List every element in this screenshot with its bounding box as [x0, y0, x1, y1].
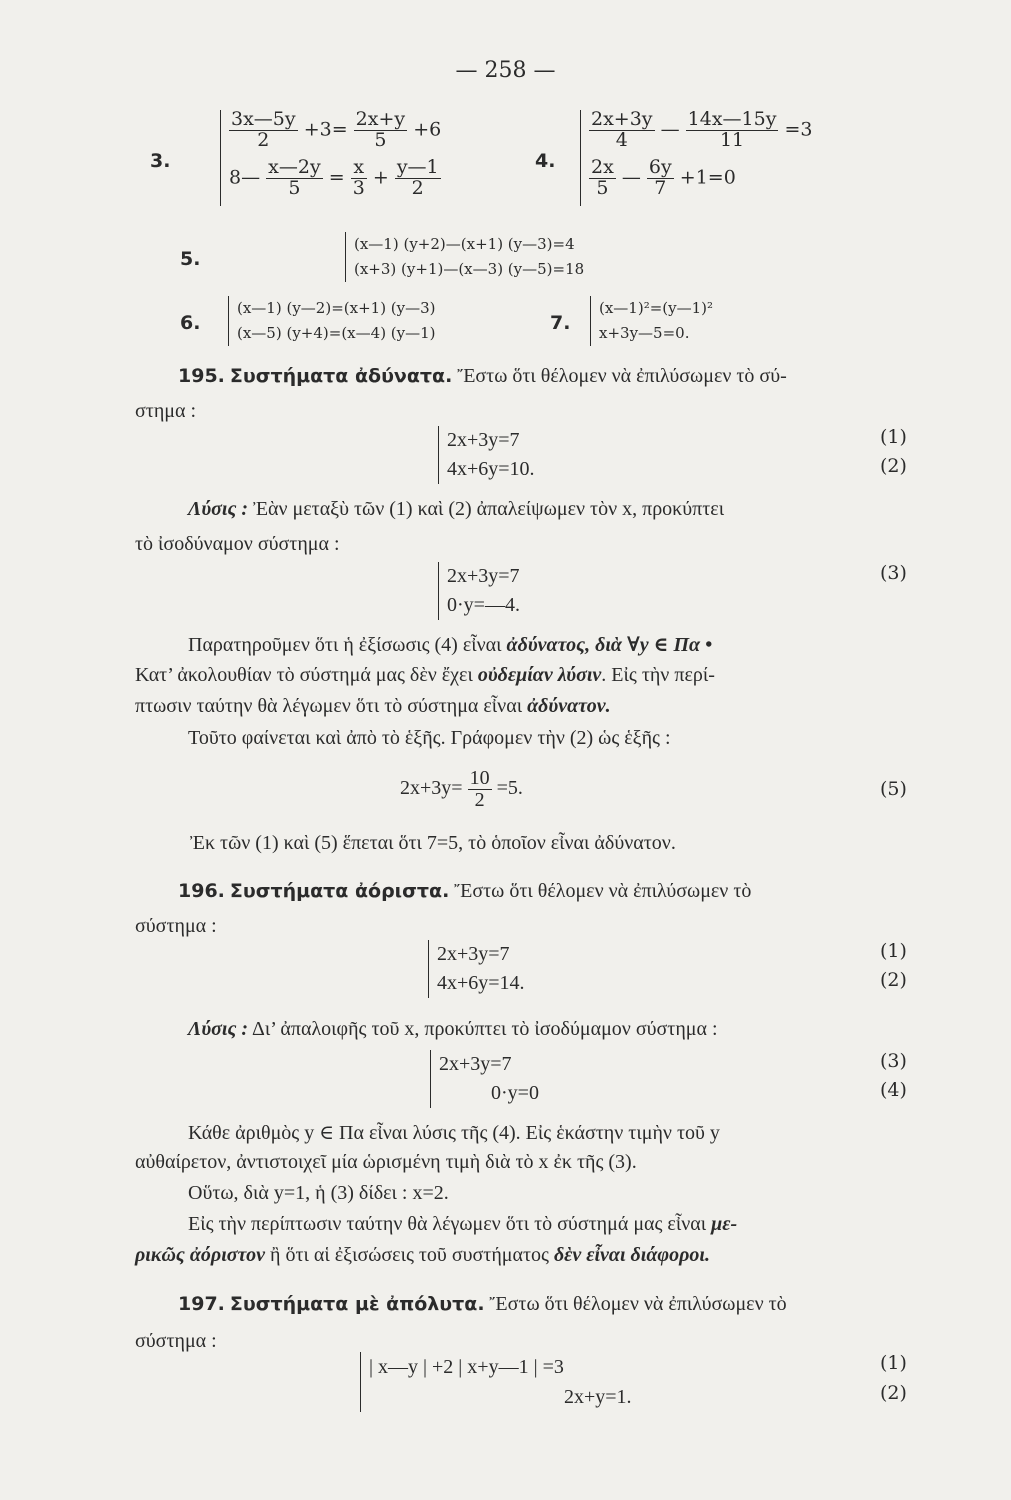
- tag-5: (5): [880, 778, 907, 800]
- section-195-system-1: 2x+3y=7 4x+6y=10.: [438, 426, 535, 484]
- section-195-system-2: 2x+3y=7 0·y=—4.: [438, 562, 520, 620]
- section-195-para-2: Κατ’ ἀκολουθίαν τὸ σύστημά μας δὲν ἔχει οὐδεμίαν λύσιν. Εἰς τὴν περί-: [135, 664, 715, 686]
- page-number: — 258 —: [455, 58, 556, 83]
- section-195-solution: Λύσις : Ἐὰν μεταξὺ τῶν (1) καὶ (2) ἀπαλείψωμεν τὸν x, προκύπτει: [188, 498, 725, 520]
- tag-1: (1): [880, 426, 907, 448]
- section-195-intro-cont: στημα :: [135, 400, 197, 422]
- exercise-3-system: $\frac{3x—5y}{2}$ +3= $\frac{2x+y}{5}$ +6 8— $\frac{x—2y}{5}$ = $\frac{x}{3}$ + $\frac{y—1}{2}$: [220, 110, 441, 206]
- section-196-para-3: Οὕτω, διὰ y=1, ἡ (3) δίδει : x=2.: [188, 1182, 449, 1204]
- tag-2c: (2): [880, 1382, 907, 1404]
- section-196-para-2: αὐθαίρετον, ἀντιστοιχεῖ μία ὡρισμένη τιμὴ διὰ τὸ x ἐκ τῆς (3).: [135, 1151, 637, 1173]
- exercise-4-label: 4.: [535, 150, 556, 172]
- exercise-5-system: (x—1) (y+2)—(x+1) (y—3)=4 (x+3) (y+1)—(x—3) (y—5)=18: [345, 232, 584, 282]
- section-197-intro-cont: σύστημα :: [135, 1330, 217, 1352]
- section-196-para-4: Εἰς τὴν περίπτωσιν ταύτην θὰ λέγωμεν ὅτι τὸ σύστημά μας εἶναι με-: [188, 1213, 738, 1235]
- section-195-para-3: πτωσιν ταύτην θὰ λέγωμεν ὅτι τὸ σύστημα εἶναι ἀδύνατον.: [135, 695, 611, 717]
- exercise-7-system: (x—1)²=(y—1)² x+3y—5=0.: [590, 296, 713, 346]
- tag-4b: (4): [880, 1079, 907, 1101]
- section-195-para-4: Τοῦτο φαίνεται καὶ ἀπὸ τὸ ἑξῆς. Γράφομεν τὴν (2) ὡς ἑξῆς :: [188, 727, 671, 749]
- exercise-7-label: 7.: [550, 312, 571, 334]
- section-196-system-2: 2x+3y=7 0·y=0: [430, 1050, 539, 1108]
- tag-2: (2): [880, 455, 907, 477]
- tag-1b: (1): [880, 940, 907, 962]
- section-196-para-1: Κάθε ἀριθμὸς y ∈ Πα εἶναι λύσις τῆς (4). Εἰς ἑκάστην τιμὴν τοῦ y: [188, 1122, 720, 1144]
- section-196-intro-cont: σύστημα :: [135, 915, 217, 937]
- exercise-6-label: 6.: [180, 312, 201, 334]
- section-196-heading: 196. Συστήματα ἀόριστα. Ἔστω ὅτι θέλομεν νὰ ἐπιλύσωμεν τὸ: [178, 880, 752, 902]
- section-196-solution: Λύσις : Δι’ ἀπαλοιφῆς τοῦ x, προκύπτει τὸ ἰσοδύμαμον σύστημα :: [188, 1018, 718, 1040]
- section-197-heading: 197. Συστήματα μὲ ἀπόλυτα. Ἔστω ὅτι θέλομεν νὰ ἐπιλύσωμεν τὸ: [178, 1293, 787, 1315]
- tag-2b: (2): [880, 969, 907, 991]
- section-195-para-1: Παρατηροῦμεν ὅτι ἡ ἐξίσωσις (4) εἶναι ἀδύνατος, διὰ ∀y ∈ Πα •: [188, 634, 713, 656]
- section-196-para-5: ρικῶς ἀόριστον ἢ ὅτι αἱ ἐξισώσεις τοῦ συστήματος δὲν εἶναι διάφοροι.: [135, 1244, 710, 1266]
- tag-3b: (3): [880, 1050, 907, 1072]
- section-197-system-1: | x—y | +2 | x+y—1 | =3 2x+y=1.: [360, 1352, 632, 1412]
- section-195-solution-cont: τὸ ἰσοδύναμον σύστημα :: [135, 533, 340, 555]
- tag-3: (3): [880, 562, 907, 584]
- section-195-heading: 195. Συστήματα ἀδύνατα. Ἔστω ὅτι θέλομεν νὰ ἐπιλύσωμεν τὸ σύ-: [178, 365, 787, 387]
- section-196-system-1: 2x+3y=7 4x+6y=14.: [428, 940, 525, 998]
- equation-5: 2x+3y= $\frac{10}{2}$ =5.: [400, 767, 523, 811]
- tag-1c: (1): [880, 1352, 907, 1374]
- exercise-6-system: (x—1) (y—2)=(x+1) (y—3) (x—5) (y+4)=(x—4) (y—1): [228, 296, 436, 346]
- exercise-3-label: 3.: [150, 150, 171, 172]
- exercise-4-system: $\frac{2x+3y}{4}$ — $\frac{14x—15y}{11}$ =3 $\frac{2x}{5}$ — $\frac{6y}{7}$ +1=0: [580, 110, 813, 206]
- exercise-5-label: 5.: [180, 248, 201, 270]
- section-195-para-5: Ἐκ τῶν (1) καὶ (5) ἕπεται ὅτι 7=5, τὸ ὁποῖον εἶναι ἀδύνατον.: [190, 832, 676, 854]
